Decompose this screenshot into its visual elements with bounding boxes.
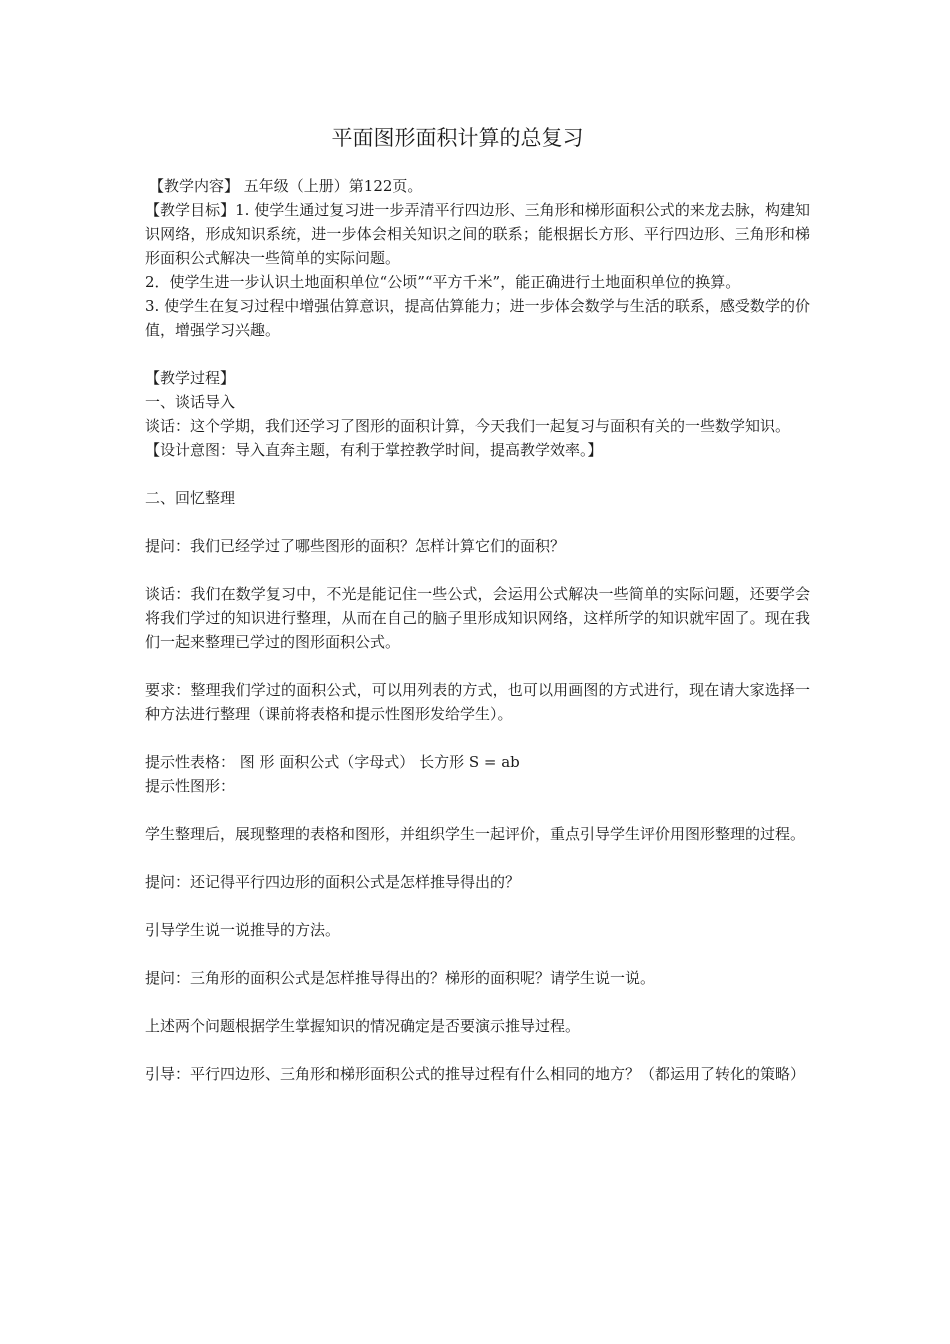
- document-title: 平面图形面积计算的总复习: [331, 126, 584, 150]
- document-body: [145, 174, 810, 1086]
- teaching-goal-3: 3. 使学生在复习过程中增强估算意识，提高估算能力；进一步体会数学与生活的联系，感受数学的价值，增强学习兴趣。: [145, 297, 810, 339]
- hint-table-line: 提示性表格： 图 形 面积公式（字母式） 长方形 S = ab: [145, 753, 520, 771]
- after-paragraph: 学生整理后，展现整理的表格和图形，并组织学生一起评价，重点引导学生评价用图形整理的过程。: [145, 825, 806, 843]
- guide-line-1: 引导学生说一说推导的方法。: [145, 921, 341, 939]
- teaching-goal-2: 2．使学生进一步认识土地面积单位“公顷”“平方千米”，能正确进行土地面积单位的换算。: [145, 273, 741, 291]
- question-3: 提问：三角形的面积公式是怎样推导得出的？梯形的面积呢？请学生说一说。: [145, 969, 656, 987]
- section-heading-2: 二、回忆整理: [145, 489, 236, 507]
- process-heading: 【教学过程】: [145, 369, 236, 387]
- section-heading-1: 一、谈话导入: [145, 393, 236, 411]
- design-intent: 【设计意图：导入直奔主题，有利于掌控教学时间，提高教学效率。】: [145, 441, 603, 459]
- talk-paragraph-2: 谈话：我们在数学复习中，不光是能记住一些公式，会运用公式解决一些简单的实际问题，还要学会将我们学过的知识进行整理，从而在自己的脑子里形成知识网络，这样所学的知识就牢固了。现在我们一起来整理已学过的图形面积公式。: [145, 585, 810, 651]
- teaching-goal-1: 【教学目标】1. 使学生通过复习进一步弄清平行四边形、三角形和梯形面积公式的来龙去脉，构建知识网络，形成知识系统，进一步体会相关知识之间的联系；能根据长方形、平行四边形、三角形和梯形面积公式解决一些简单的实际问题。: [145, 201, 810, 267]
- hint-graph-line: 提示性图形：: [145, 777, 236, 795]
- guide-line-2: 引导：平行四边形、三角形和梯形面积公式的推导过程有什么相同的地方？（都运用了转化的策略）: [145, 1065, 806, 1083]
- teaching-content: 【教学内容】 五年级（上册）第122页。: [149, 177, 423, 195]
- requirement-paragraph: 要求：整理我们学过的面积公式，可以用列表的方式，也可以用画图的方式进行，现在请大家选择一种方法进行整理（课前将表格和提示性图形发给学生）。: [145, 681, 810, 723]
- question-1: 提问：我们已经学过了哪些图形的面积？怎样计算它们的面积？: [145, 537, 566, 555]
- note-line: 上述两个问题根据学生掌握知识的情况确定是否要演示推导过程。: [145, 1017, 581, 1035]
- question-2: 提问：还记得平行四边形的面积公式是怎样推导得出的？: [145, 873, 521, 891]
- talk-paragraph-1: 谈话：这个学期，我们还学习了图形的面积计算，今天我们一起复习与面积有关的一些数学知识。: [145, 417, 791, 435]
